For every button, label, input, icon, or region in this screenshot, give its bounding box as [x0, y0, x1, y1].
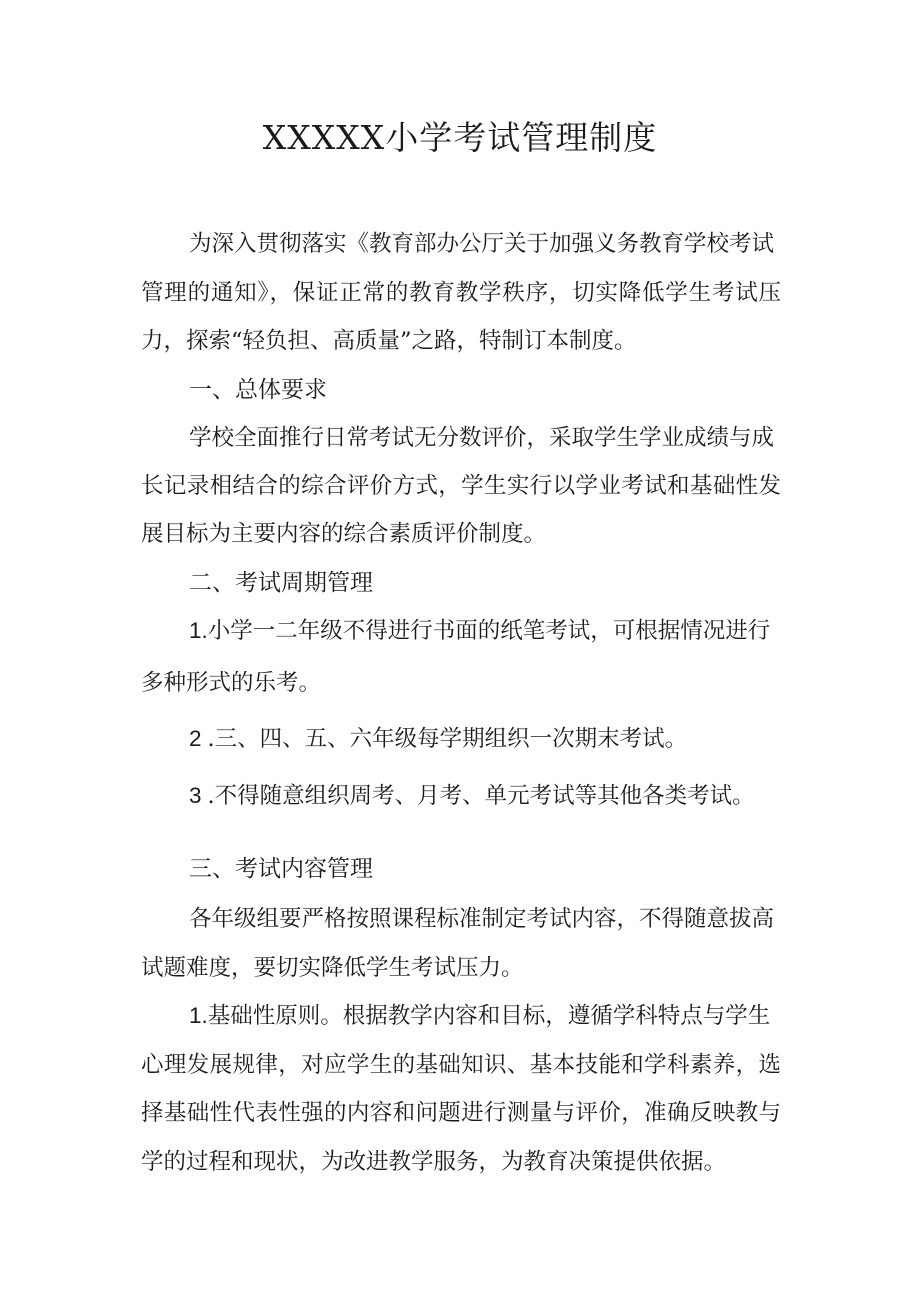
- section-3-item-1-line-3: 择基础性代表性强的内容和问题进行测量与评价，准确反映教与: [141, 1100, 781, 1126]
- section-2-item-1-line-1: 小学一二年级不得进行书面的纸笔考试，可根据情况进行: [207, 618, 771, 644]
- section-1-line-2: 长记录相结合的综合评价方式，学生实行以学业考试和基础性发: [141, 473, 781, 499]
- section-2-item-1-line-2: 多种形式的乐考。: [141, 670, 322, 696]
- section-2-item-2: [189, 723, 687, 755]
- document-title: XXXXX小学考试管理制度: [262, 118, 658, 157]
- section-1-line-1: 学校全面推行日常考试无分数评价，采取学生学业成绩与成: [189, 425, 775, 451]
- section-2-item-3-text: .不得随意组织周考、月考、单元考试等其他各类考试。: [207, 783, 755, 809]
- section-3-item-1-line-2: 心理发展规律，对应学生的基础知识、基本技能和学科素养，选: [141, 1052, 781, 1078]
- section-2-item-1: [189, 615, 770, 647]
- section-3-item-1-line-1: 基础性原则。根据教学内容和目标，遵循学科特点与学生: [207, 1003, 771, 1029]
- section-2-heading: 二、考试周期管理: [189, 570, 373, 596]
- intro-line-1: 为深入贯彻落实《教育部办公厅关于加强义务教育学校考试: [189, 231, 775, 257]
- section-1-line-3: 展目标为主要内容的综合素质评价制度。: [141, 521, 547, 547]
- intro-line-3: 力，探索“轻负担、高质量”之路，特制订本制度。: [141, 328, 637, 354]
- section-2-item-3: [189, 780, 755, 812]
- section-3-item-1-line-4: 学的过程和现状，为改进教学服务，为教育决策提供依据。: [141, 1149, 727, 1175]
- section-3-item-1: [189, 1000, 770, 1032]
- section-3-heading: 三、考试内容管理: [189, 856, 373, 882]
- section-2-item-2-number: 2: [189, 726, 202, 751]
- section-2-item-1-number: 1.: [189, 618, 208, 643]
- section-3-intro-line-1: 各年级组要严格按照课程标准制定考试内容，不得随意拔高: [189, 906, 775, 932]
- section-1-heading: 一、总体要求: [189, 377, 327, 403]
- section-2-item-3-number: 3: [189, 783, 202, 808]
- section-3-item-1-number: 1.: [189, 1003, 208, 1028]
- section-2-item-2-text: .三、四、五、六年级每学期组织一次期末考试。: [207, 726, 688, 752]
- section-3-intro-line-2: 试题难度，要切实降低学生考试压力。: [141, 955, 524, 981]
- intro-line-2: 管理的通知》，保证正常的教育教学秩序，切实降低学生考试压: [141, 280, 781, 306]
